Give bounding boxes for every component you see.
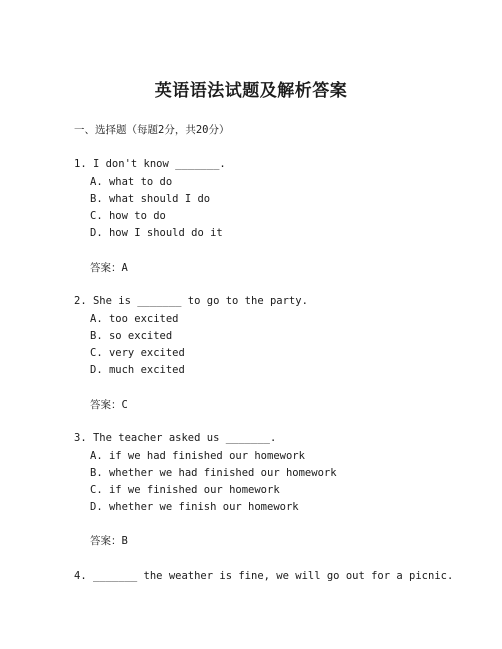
- question-option: A. what to do: [90, 176, 173, 188]
- question-option: A. if we had finished our homework: [90, 450, 305, 462]
- question-option: C. very excited: [90, 347, 185, 359]
- question-option: B. whether we had finished our homework: [90, 467, 337, 479]
- question-option: B. so excited: [90, 330, 173, 342]
- answer-text: 答案：C: [90, 399, 128, 411]
- question-stem: 2. She is _______ to go to the party.: [74, 295, 308, 307]
- question-option: A. too excited: [90, 313, 179, 325]
- question-stem: 4. _______ the weather is fine, we will go out for a picnic.: [74, 570, 454, 582]
- question-stem: 3. The teacher asked us _______.: [74, 432, 277, 444]
- answer-text: 答案：B: [90, 535, 128, 547]
- question-option: D. how I should do it: [90, 227, 223, 239]
- question-option: C. how to do: [90, 210, 166, 222]
- question-option: D. whether we finish our homework: [90, 501, 299, 513]
- answer-text: 答案：A: [90, 262, 128, 274]
- question-option: D. much excited: [90, 364, 185, 376]
- question-option: C. if we finished our homework: [90, 484, 280, 496]
- document-title: 英语语法试题及解析答案: [154, 81, 348, 101]
- section-heading: 一、选择题（每题2分，共20分）: [74, 124, 230, 136]
- question-stem: 1. I don't know _______.: [74, 158, 226, 170]
- question-option: B. what should I do: [90, 193, 211, 205]
